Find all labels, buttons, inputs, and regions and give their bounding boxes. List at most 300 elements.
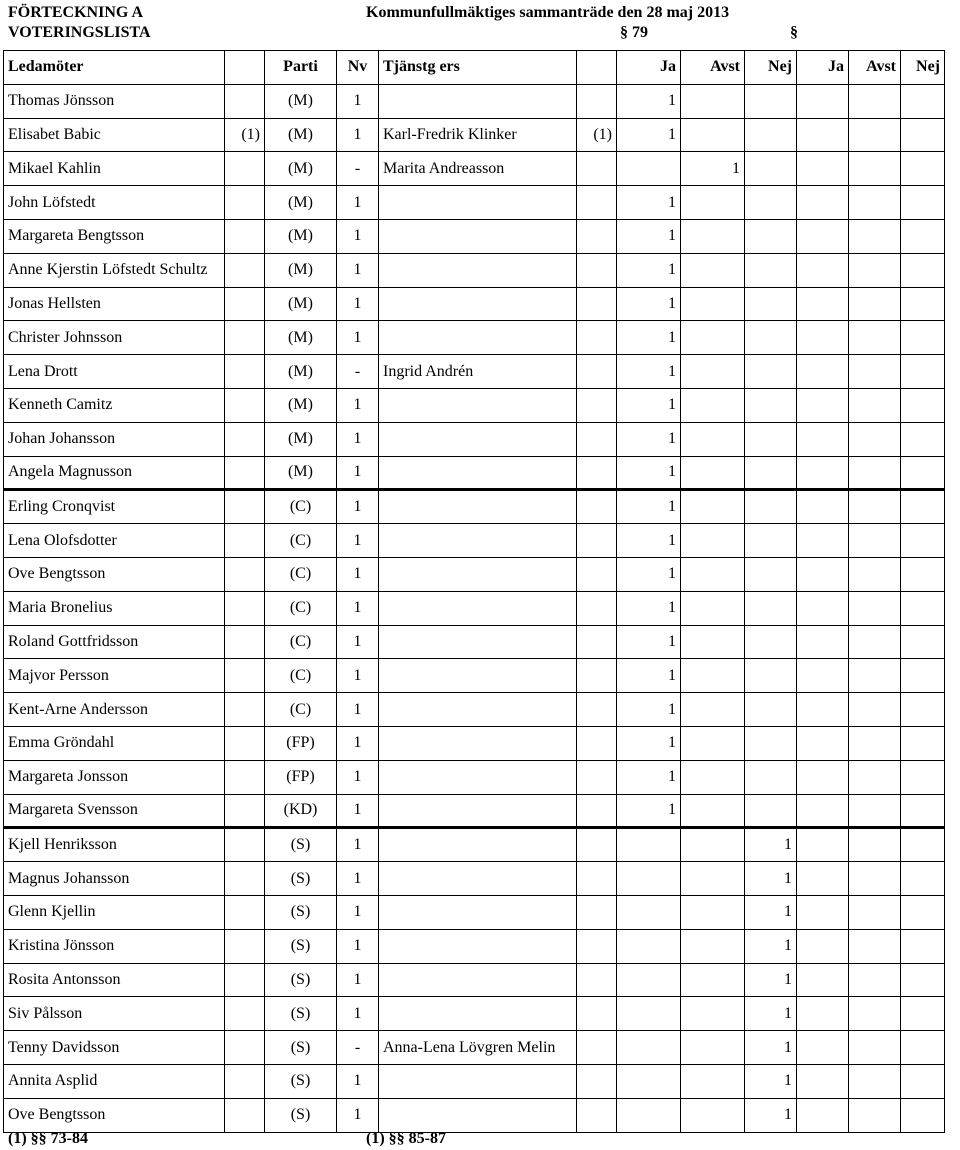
member-note <box>225 794 265 828</box>
table-row <box>4 355 945 389</box>
substitute-name <box>379 929 577 963</box>
member-name: Anne Kjerstin Löfstedt Schultz <box>4 253 225 287</box>
member-name: Johan Johansson <box>4 422 225 456</box>
vote-nej-2 <box>901 794 945 828</box>
substitute-note <box>577 287 617 321</box>
party-cell: (C) <box>265 557 337 591</box>
vote-nej-2 <box>901 760 945 794</box>
col-avst-1: Avst <box>681 51 745 85</box>
vote-ja-2 <box>797 557 849 591</box>
vote-ja-1 <box>617 997 681 1031</box>
vote-avst-1 <box>681 862 745 896</box>
vote-ja-1: 1 <box>617 490 681 524</box>
member-note <box>225 557 265 591</box>
vote-ja-1 <box>617 828 681 862</box>
vote-nej-1 <box>745 321 797 355</box>
substitute-name <box>379 895 577 929</box>
substitute-note <box>577 524 617 558</box>
member-note <box>225 321 265 355</box>
substitute-name <box>379 828 577 862</box>
vote-ja-2 <box>797 693 849 727</box>
substitute-note <box>577 625 617 659</box>
substitute-name <box>379 693 577 727</box>
vote-avst-1 <box>681 355 745 389</box>
table-row <box>4 828 945 862</box>
member-name: Kristina Jönsson <box>4 929 225 963</box>
vote-nej-1: 1 <box>745 1098 797 1132</box>
member-note <box>225 287 265 321</box>
substitute-name <box>379 557 577 591</box>
member-note <box>225 152 265 186</box>
substitute-note <box>577 760 617 794</box>
vote-nej-2 <box>901 929 945 963</box>
vote-ja-2 <box>797 895 849 929</box>
substitute-note <box>577 1031 617 1065</box>
table-row <box>4 84 945 118</box>
party-cell: (S) <box>265 1098 337 1132</box>
table-row <box>4 152 945 186</box>
member-note <box>225 1064 265 1098</box>
substitute-name <box>379 726 577 760</box>
vote-ja-2 <box>797 152 849 186</box>
vote-nej-2 <box>901 118 945 152</box>
nv-cell: - <box>337 355 379 389</box>
party-cell: (FP) <box>265 760 337 794</box>
nv-cell: 1 <box>337 997 379 1031</box>
vote-nej-1: 1 <box>745 1031 797 1065</box>
substitute-name <box>379 760 577 794</box>
substitute-note <box>577 895 617 929</box>
member-note <box>225 1098 265 1132</box>
vote-avst-1 <box>681 84 745 118</box>
member-note <box>225 693 265 727</box>
substitute-name <box>379 659 577 693</box>
vote-avst-2 <box>849 862 901 896</box>
vote-ja-1: 1 <box>617 557 681 591</box>
substitute-name <box>379 591 577 625</box>
party-cell: (S) <box>265 1031 337 1065</box>
vote-nej-2 <box>901 456 945 490</box>
table-row <box>4 1098 945 1132</box>
nv-cell: 1 <box>337 895 379 929</box>
vote-nej-1: 1 <box>745 1064 797 1098</box>
substitute-name: Marita Andreasson <box>379 152 577 186</box>
table-row <box>4 456 945 490</box>
member-note <box>225 253 265 287</box>
vote-nej-2 <box>901 828 945 862</box>
vote-ja-1: 1 <box>617 456 681 490</box>
substitute-name <box>379 963 577 997</box>
substitute-name <box>379 862 577 896</box>
substitute-note <box>577 659 617 693</box>
vote-nej-1: 1 <box>745 895 797 929</box>
table-row <box>4 760 945 794</box>
vote-nej-2 <box>901 422 945 456</box>
member-note <box>225 422 265 456</box>
substitute-note <box>577 726 617 760</box>
substitute-name <box>379 1064 577 1098</box>
substitute-name <box>379 490 577 524</box>
vote-ja-2 <box>797 422 849 456</box>
vote-nej-1 <box>745 186 797 220</box>
member-name: Thomas Jönsson <box>4 84 225 118</box>
vote-ja-1: 1 <box>617 287 681 321</box>
vote-nej-1: 1 <box>745 929 797 963</box>
member-name: Maria Bronelius <box>4 591 225 625</box>
substitute-note <box>577 388 617 422</box>
member-name: Lena Olofsdotter <box>4 524 225 558</box>
member-note <box>225 963 265 997</box>
member-name: Jonas Hellsten <box>4 287 225 321</box>
vote-nej-2 <box>901 591 945 625</box>
nv-cell: 1 <box>337 118 379 152</box>
vote-avst-1 <box>681 828 745 862</box>
vote-avst-2 <box>849 490 901 524</box>
party-cell: (S) <box>265 895 337 929</box>
vote-nej-1 <box>745 760 797 794</box>
member-note <box>225 895 265 929</box>
col-member: Ledamöter <box>4 51 225 85</box>
vote-avst-2 <box>849 456 901 490</box>
paragraph-number-second: § <box>790 24 798 41</box>
vote-avst-2 <box>849 794 901 828</box>
col-party: Parti <box>265 51 337 85</box>
vote-avst-2 <box>849 726 901 760</box>
vote-avst-1: 1 <box>681 152 745 186</box>
vote-ja-2 <box>797 355 849 389</box>
member-name: Margareta Svensson <box>4 794 225 828</box>
member-name: Majvor Persson <box>4 659 225 693</box>
member-note <box>225 456 265 490</box>
vote-ja-1 <box>617 1064 681 1098</box>
vote-nej-1: 1 <box>745 963 797 997</box>
nv-cell: 1 <box>337 659 379 693</box>
vote-avst-1 <box>681 253 745 287</box>
vote-avst-2 <box>849 625 901 659</box>
party-cell: (S) <box>265 929 337 963</box>
nv-cell: - <box>337 1031 379 1065</box>
vote-nej-2 <box>901 895 945 929</box>
vote-avst-1 <box>681 321 745 355</box>
vote-avst-2 <box>849 152 901 186</box>
vote-ja-1 <box>617 1031 681 1065</box>
vote-avst-2 <box>849 219 901 253</box>
vote-ja-1: 1 <box>617 422 681 456</box>
vote-nej-2 <box>901 862 945 896</box>
party-cell: (S) <box>265 862 337 896</box>
vote-nej-1 <box>745 794 797 828</box>
vote-ja-2 <box>797 760 849 794</box>
vote-ja-2 <box>797 659 849 693</box>
vote-nej-1 <box>745 659 797 693</box>
table-row <box>4 997 945 1031</box>
member-name: Rosita Antonsson <box>4 963 225 997</box>
vote-nej-1: 1 <box>745 828 797 862</box>
party-cell: (S) <box>265 1064 337 1098</box>
party-cell: (M) <box>265 422 337 456</box>
vote-avst-1 <box>681 388 745 422</box>
vote-nej-1 <box>745 152 797 186</box>
vote-nej-2 <box>901 152 945 186</box>
substitute-note <box>577 794 617 828</box>
table-row <box>4 388 945 422</box>
vote-avst-1 <box>681 963 745 997</box>
vote-avst-1 <box>681 659 745 693</box>
vote-nej-1 <box>745 693 797 727</box>
party-cell: (M) <box>265 287 337 321</box>
vote-nej-2 <box>901 84 945 118</box>
vote-nej-2 <box>901 219 945 253</box>
member-note <box>225 997 265 1031</box>
vote-avst-2 <box>849 1031 901 1065</box>
member-name: Mikael Kahlin <box>4 152 225 186</box>
member-name: Magnus Johansson <box>4 862 225 896</box>
member-note <box>225 659 265 693</box>
party-cell: (M) <box>265 253 337 287</box>
substitute-note <box>577 253 617 287</box>
vote-ja-1 <box>617 929 681 963</box>
vote-nej-1 <box>745 524 797 558</box>
substitute-note <box>577 152 617 186</box>
vote-nej-1 <box>745 456 797 490</box>
table-row <box>4 1064 945 1098</box>
substitute-note <box>577 693 617 727</box>
vote-nej-1 <box>745 490 797 524</box>
table-row <box>4 287 945 321</box>
nv-cell: 1 <box>337 963 379 997</box>
member-name: Emma Gröndahl <box>4 726 225 760</box>
vote-nej-1: 1 <box>745 862 797 896</box>
vote-ja-2 <box>797 253 849 287</box>
substitute-name <box>379 321 577 355</box>
vote-ja-1: 1 <box>617 321 681 355</box>
nv-cell: 1 <box>337 929 379 963</box>
nv-cell: 1 <box>337 693 379 727</box>
substitute-note <box>577 828 617 862</box>
vote-nej-2 <box>901 625 945 659</box>
vote-ja-1: 1 <box>617 84 681 118</box>
substitute-name <box>379 997 577 1031</box>
table-row <box>4 862 945 896</box>
nv-cell: 1 <box>337 760 379 794</box>
substitute-name <box>379 422 577 456</box>
vote-ja-1 <box>617 1098 681 1132</box>
vote-ja-2 <box>797 794 849 828</box>
party-cell: (M) <box>265 118 337 152</box>
vote-avst-2 <box>849 355 901 389</box>
member-name: Ove Bengtsson <box>4 1098 225 1132</box>
vote-ja-1: 1 <box>617 388 681 422</box>
substitute-note <box>577 422 617 456</box>
party-cell: (C) <box>265 591 337 625</box>
vote-ja-2 <box>797 388 849 422</box>
vote-nej-2 <box>901 1064 945 1098</box>
vote-ja-1 <box>617 862 681 896</box>
member-name: Tenny Davidsson <box>4 1031 225 1065</box>
vote-avst-1 <box>681 997 745 1031</box>
vote-avst-1 <box>681 524 745 558</box>
party-cell: (M) <box>265 321 337 355</box>
substitute-note <box>577 490 617 524</box>
vote-ja-1: 1 <box>617 186 681 220</box>
vote-avst-1 <box>681 591 745 625</box>
substitute-name <box>379 287 577 321</box>
substitute-note <box>577 1064 617 1098</box>
substitute-note: (1) <box>577 118 617 152</box>
member-name: Angela Magnusson <box>4 456 225 490</box>
vote-avst-1 <box>681 625 745 659</box>
nv-cell: 1 <box>337 388 379 422</box>
table-row <box>4 321 945 355</box>
vote-avst-1 <box>681 287 745 321</box>
substitute-name: Anna-Lena Lövgren Melin <box>379 1031 577 1065</box>
nv-cell: 1 <box>337 1064 379 1098</box>
vote-avst-2 <box>849 118 901 152</box>
substitute-name: Karl-Fredrik Klinker <box>379 118 577 152</box>
vote-avst-1 <box>681 456 745 490</box>
member-name: Kent-Arne Andersson <box>4 693 225 727</box>
vote-ja-1: 1 <box>617 726 681 760</box>
substitute-note <box>577 997 617 1031</box>
nv-cell: 1 <box>337 524 379 558</box>
vote-avst-1 <box>681 895 745 929</box>
party-cell: (M) <box>265 456 337 490</box>
substitute-name <box>379 186 577 220</box>
vote-avst-2 <box>849 84 901 118</box>
vote-avst-1 <box>681 118 745 152</box>
member-note <box>225 355 265 389</box>
nv-cell: 1 <box>337 625 379 659</box>
vote-avst-2 <box>849 1098 901 1132</box>
vote-nej-2 <box>901 287 945 321</box>
vote-ja-1: 1 <box>617 794 681 828</box>
vote-ja-2 <box>797 524 849 558</box>
table-row <box>4 963 945 997</box>
nv-cell: 1 <box>337 828 379 862</box>
vote-avst-1 <box>681 760 745 794</box>
vote-nej-1 <box>745 118 797 152</box>
vote-ja-2 <box>797 726 849 760</box>
party-cell: (C) <box>265 693 337 727</box>
party-cell: (M) <box>265 84 337 118</box>
vote-nej-1 <box>745 625 797 659</box>
vote-ja-2 <box>797 490 849 524</box>
vote-avst-2 <box>849 929 901 963</box>
nv-cell: 1 <box>337 557 379 591</box>
vote-avst-2 <box>849 321 901 355</box>
member-name: Siv Pålsson <box>4 997 225 1031</box>
vote-ja-2 <box>797 625 849 659</box>
member-name: Glenn Kjellin <box>4 895 225 929</box>
nv-cell: 1 <box>337 862 379 896</box>
vote-nej-1 <box>745 355 797 389</box>
substitute-note <box>577 84 617 118</box>
nv-cell: 1 <box>337 456 379 490</box>
col-nej-1: Nej <box>745 51 797 85</box>
vote-avst-2 <box>849 253 901 287</box>
vote-nej-2 <box>901 1031 945 1065</box>
vote-avst-1 <box>681 219 745 253</box>
member-name: Ove Bengtsson <box>4 557 225 591</box>
table-row <box>4 693 945 727</box>
substitute-note <box>577 321 617 355</box>
vote-avst-2 <box>849 591 901 625</box>
party-cell: (S) <box>265 963 337 997</box>
vote-avst-2 <box>849 388 901 422</box>
table-row <box>4 895 945 929</box>
vote-nej-2 <box>901 693 945 727</box>
vote-avst-2 <box>849 895 901 929</box>
substitute-name <box>379 84 577 118</box>
vote-ja-1 <box>617 152 681 186</box>
member-name: Kenneth Camitz <box>4 388 225 422</box>
nv-cell: 1 <box>337 287 379 321</box>
nv-cell: 1 <box>337 422 379 456</box>
vote-avst-1 <box>681 1098 745 1132</box>
vote-ja-2 <box>797 1031 849 1065</box>
substitute-name <box>379 253 577 287</box>
table-row <box>4 557 945 591</box>
vote-avst-1 <box>681 726 745 760</box>
vote-avst-2 <box>849 186 901 220</box>
vote-ja-2 <box>797 963 849 997</box>
substitute-note <box>577 862 617 896</box>
member-note <box>225 1031 265 1065</box>
vote-ja-2 <box>797 321 849 355</box>
vote-avst-2 <box>849 963 901 997</box>
col-nv: Nv <box>337 51 379 85</box>
substitute-note <box>577 186 617 220</box>
table-row <box>4 726 945 760</box>
table-row <box>4 1031 945 1065</box>
vote-ja-2 <box>797 929 849 963</box>
vote-avst-2 <box>849 760 901 794</box>
vote-nej-1 <box>745 287 797 321</box>
vote-nej-1 <box>745 591 797 625</box>
col-ja-2: Ja <box>797 51 849 85</box>
vote-ja-1 <box>617 963 681 997</box>
table-row <box>4 625 945 659</box>
vote-ja-2 <box>797 456 849 490</box>
vote-nej-2 <box>901 963 945 997</box>
member-name: Annita Asplid <box>4 1064 225 1098</box>
substitute-name <box>379 219 577 253</box>
vote-ja-1: 1 <box>617 355 681 389</box>
vote-avst-2 <box>849 828 901 862</box>
substitute-note <box>577 963 617 997</box>
member-name: John Löfstedt <box>4 186 225 220</box>
vote-nej-2 <box>901 659 945 693</box>
vote-nej-2 <box>901 388 945 422</box>
vote-nej-2 <box>901 557 945 591</box>
vote-nej-2 <box>901 321 945 355</box>
vote-avst-2 <box>849 557 901 591</box>
vote-avst-1 <box>681 557 745 591</box>
vote-nej-2 <box>901 355 945 389</box>
party-cell: (C) <box>265 524 337 558</box>
vote-table <box>3 50 945 1133</box>
member-note <box>225 490 265 524</box>
vote-ja-2 <box>797 1098 849 1132</box>
substitute-name <box>379 625 577 659</box>
vote-nej-1 <box>745 253 797 287</box>
vote-avst-2 <box>849 693 901 727</box>
party-cell: (M) <box>265 355 337 389</box>
vote-ja-2 <box>797 186 849 220</box>
member-name: Lena Drott <box>4 355 225 389</box>
substitute-note <box>577 219 617 253</box>
member-note <box>225 84 265 118</box>
